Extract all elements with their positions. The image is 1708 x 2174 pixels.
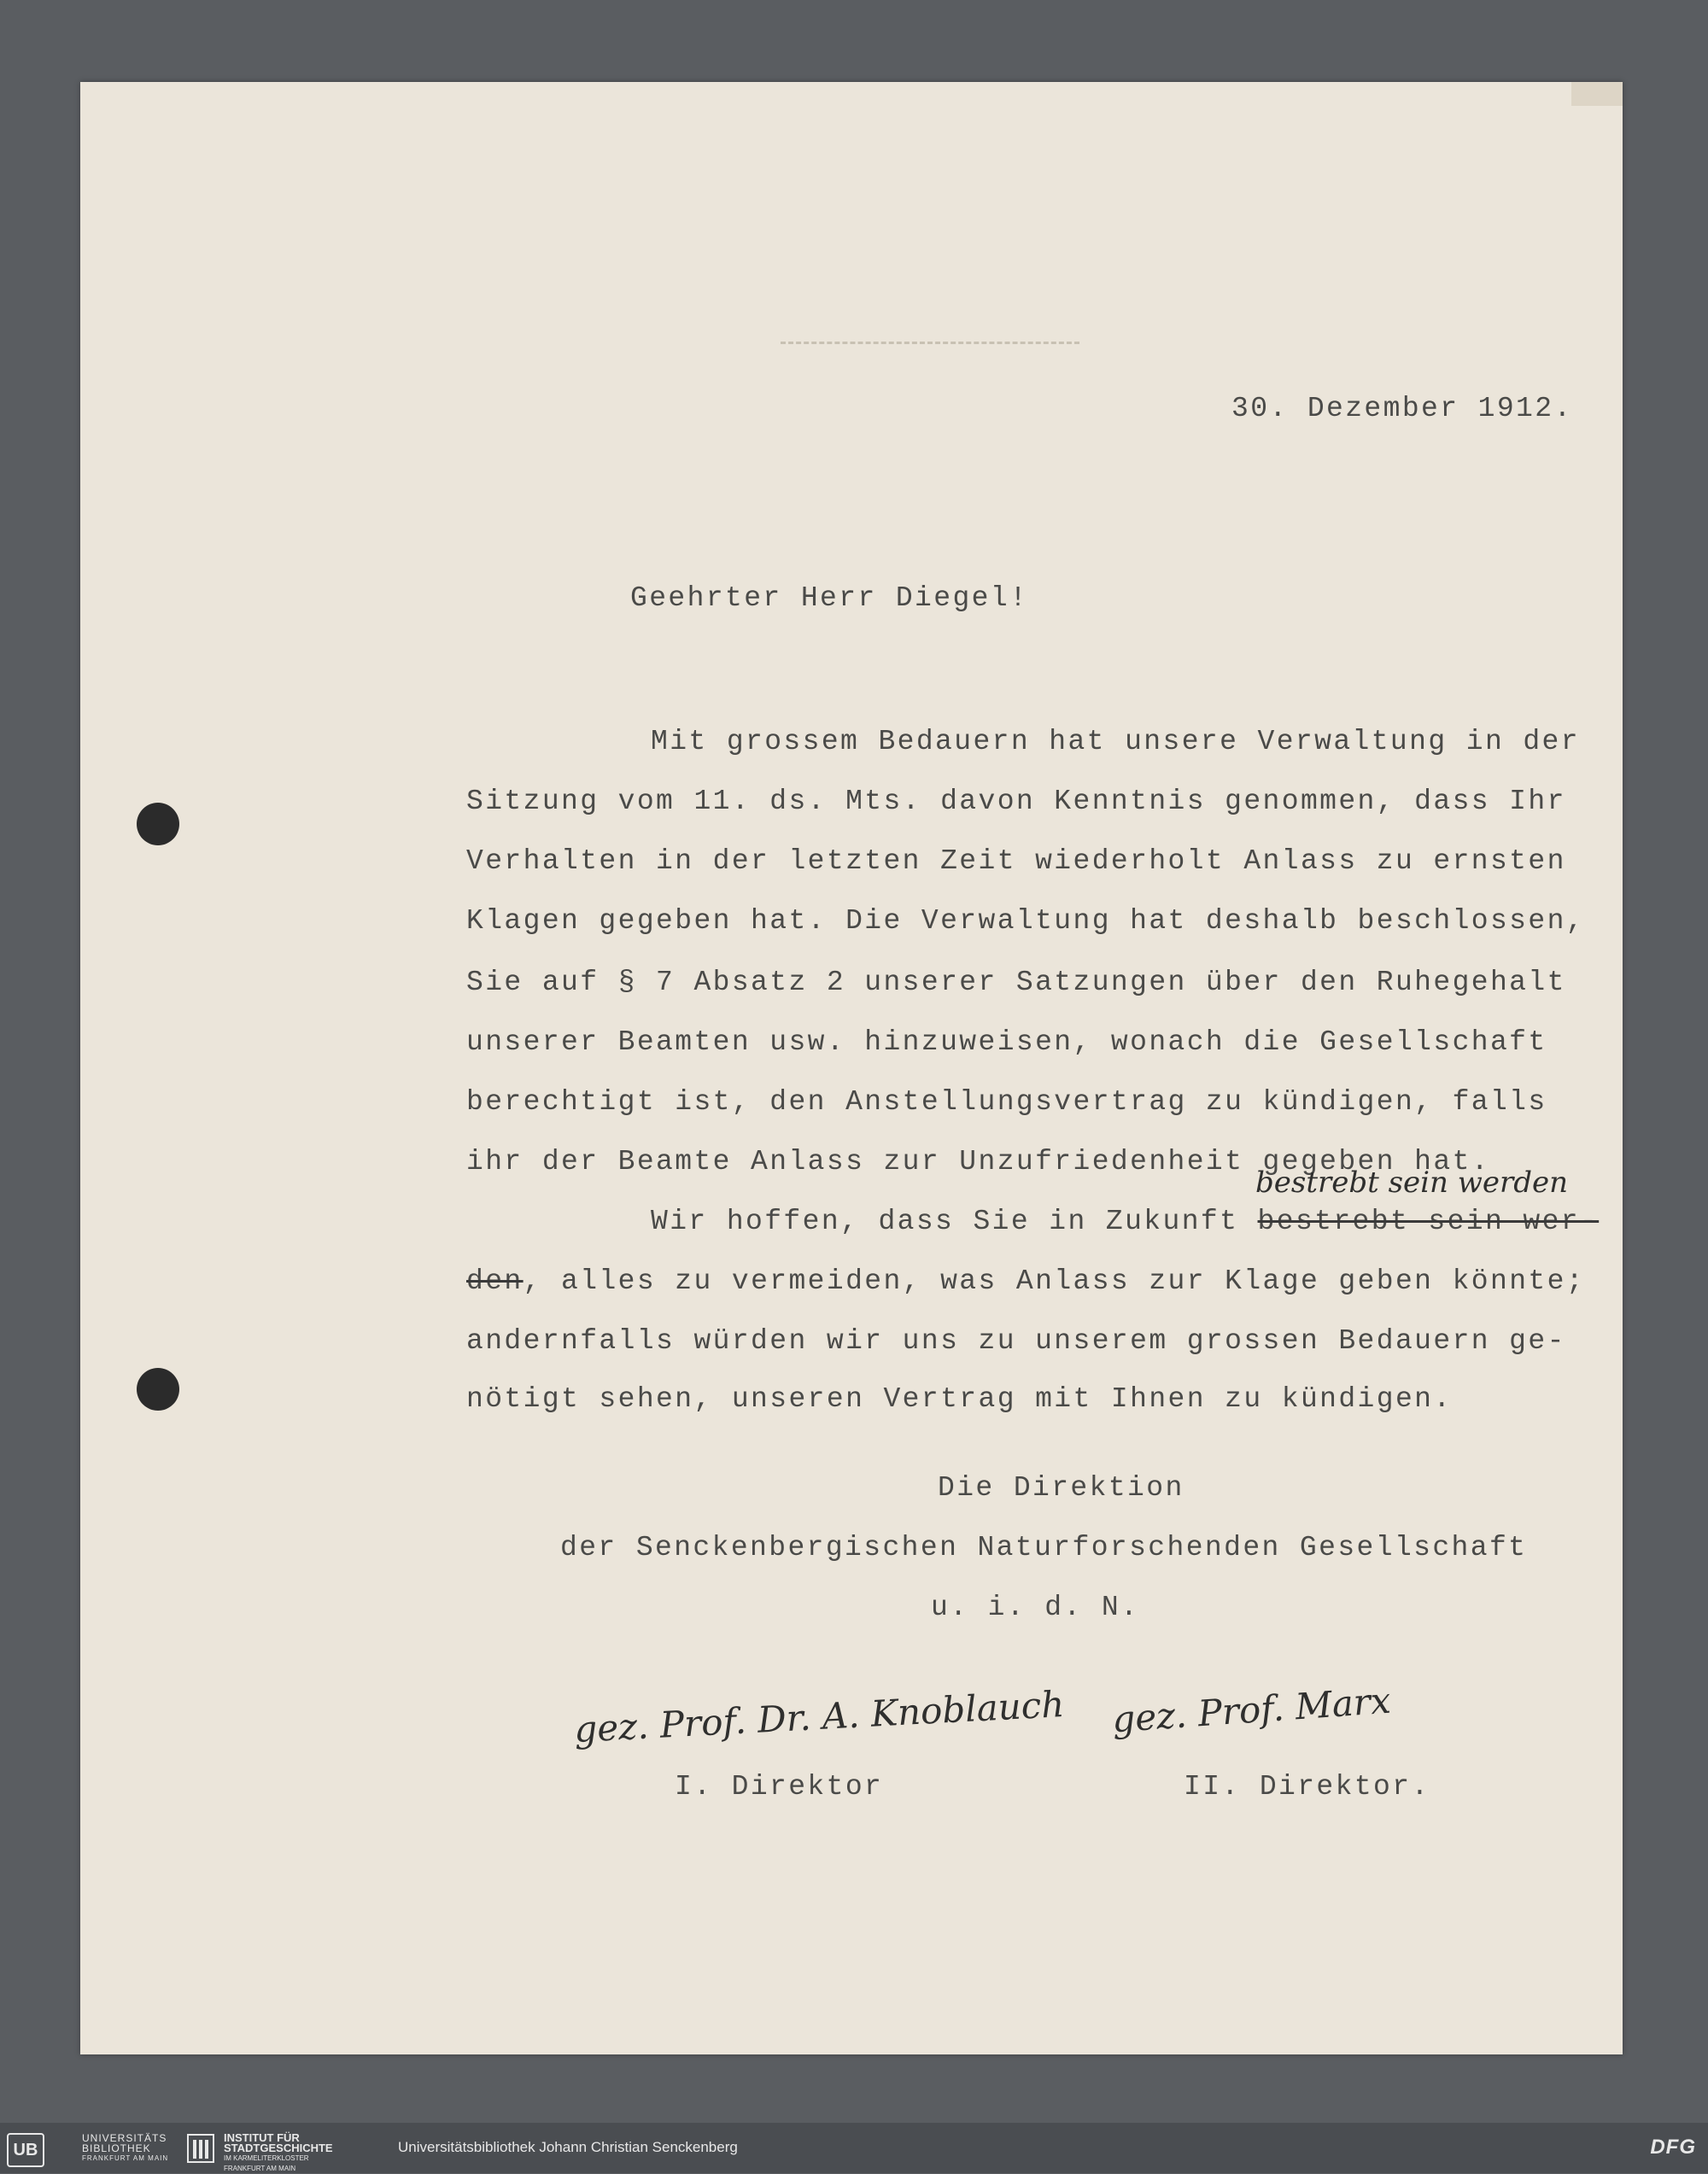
institute-icon	[186, 2131, 215, 2164]
footer-bar	[0, 2123, 1708, 2173]
closing-line: Die Direktion	[938, 1472, 1184, 1504]
library-name: Universitätsbibliothek Johann Christian Senckenberg	[398, 2139, 738, 2155]
body-line	[466, 1267, 1585, 1295]
punch-hole-bottom	[137, 1368, 179, 1411]
signature-2: gez. Prof. Marx	[1110, 1679, 1393, 1741]
punch-hole-top	[137, 803, 179, 845]
body-line: Sitzung vom 11. ds. Mts. davon Kenntnis genommen, dass Ihr	[466, 786, 1566, 817]
body-line: Sie auf § 7 Absatz 2 unserer Satzungen über den Ruhegehalt	[466, 967, 1566, 998]
title-2: II. Direktor.	[1184, 1771, 1430, 1803]
body-line: ihr der Beamte Anlass zur Unzufriedenheit gegeben hat.	[466, 1146, 1490, 1178]
closing-line: der Senckenbergischen Naturforschenden Gesellschaft	[560, 1532, 1528, 1563]
dfg-logo: DFG	[1650, 2136, 1696, 2159]
ub-logo: UB	[7, 2133, 44, 2167]
ub-line: BIBLIOTHEK	[82, 2142, 151, 2154]
struck-text: den	[466, 1265, 524, 1297]
body-line: andernfalls würden wir uns zu unserem grossen Bedauern ge-	[466, 1325, 1566, 1357]
institute-line: STADTGESCHICHTE	[224, 2142, 333, 2154]
signature-1: gez. Prof. Dr. A. Knoblauch	[573, 1683, 1066, 1751]
closing-line: u. i. d. N.	[931, 1592, 1140, 1623]
body-line: Verhalten in der letzten Zeit wiederholt Anlass zu ernsten	[466, 845, 1566, 877]
institute-text	[224, 2133, 333, 2174]
faint-rule	[781, 342, 1079, 344]
body-line: Klagen gegeben hat. Die Verwaltung hat deshalb beschlossen,	[466, 905, 1585, 937]
handwritten-insertion: bestrebt sein werden	[1255, 1166, 1569, 1200]
institute-line: INSTITUT FÜR	[224, 2131, 300, 2144]
body-text: Wir hoffen, dass Sie in Zukunft	[651, 1206, 1239, 1237]
ub-line: UNIVERSITÄTS	[82, 2132, 167, 2144]
paper-corner	[1571, 82, 1623, 106]
body-line: unserer Beamten usw. hinzuweisen, wonach die Gesellschaft	[466, 1026, 1547, 1058]
ub-line: FRANKFURT AM MAIN	[82, 2154, 169, 2162]
institute-line: FRANKFURT AM MAIN	[224, 2165, 296, 2172]
title-1: I. Direktor	[675, 1771, 884, 1803]
body-text: , alles zu vermeiden, was Anlass zur Klage geben könnte;	[523, 1265, 1586, 1297]
letter-page	[80, 82, 1623, 2054]
letter-date: 30. Dezember 1912.	[1231, 393, 1573, 424]
struck-text: bestrebt sein wer-	[1257, 1206, 1600, 1237]
salutation: Geehrter Herr Diegel!	[630, 582, 1029, 614]
institute-line: IM KARMELITERKLOSTER	[224, 2154, 309, 2162]
body-line	[651, 1207, 1599, 1236]
ub-text	[82, 2133, 168, 2164]
body-line: Mit grossem Bedauern hat unsere Verwaltung in der	[651, 726, 1580, 757]
body-line: berechtigt ist, den Anstellungsvertrag zu kündigen, falls	[466, 1086, 1547, 1118]
body-line: nötigt sehen, unseren Vertrag mit Ihnen zu kündigen.	[466, 1383, 1453, 1415]
